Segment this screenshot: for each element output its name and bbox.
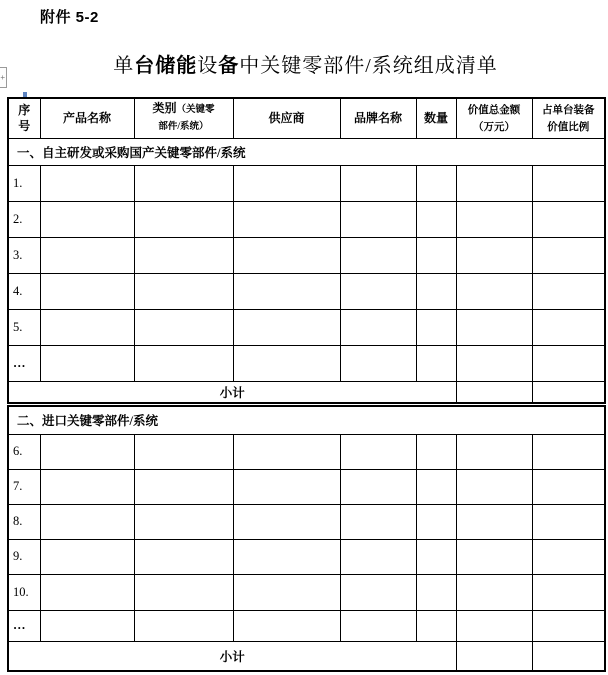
cell-brand[interactable] xyxy=(340,539,416,574)
cell-ratio[interactable] xyxy=(532,309,605,345)
cell-value[interactable] xyxy=(456,574,532,610)
table-row xyxy=(8,309,605,345)
page-title xyxy=(7,49,604,78)
table-row xyxy=(8,201,605,237)
title-segment-bold: 台储能 xyxy=(134,55,198,77)
attachment-label: 附件 5-2 xyxy=(40,9,99,26)
header-value-line1: 价值总金额 xyxy=(467,105,521,117)
cell-quantity[interactable] xyxy=(416,345,456,381)
cell-quantity[interactable] xyxy=(416,201,456,237)
header-value-line2: （万元） xyxy=(473,122,515,134)
header-ratio-line1: 占单台装备 xyxy=(542,105,595,117)
table-row xyxy=(8,610,605,641)
cell-brand[interactable] xyxy=(340,273,416,309)
row-number: 4. xyxy=(8,273,40,309)
cell-category[interactable] xyxy=(134,237,233,273)
header-ratio-line2: 价值比例 xyxy=(547,122,590,134)
cell-supplier[interactable] xyxy=(233,237,340,273)
table-row xyxy=(8,345,605,381)
cell-value[interactable] xyxy=(456,309,532,345)
header-category-sub1: （关键零 xyxy=(176,105,215,116)
cell-category[interactable] xyxy=(134,574,233,610)
cell-value[interactable] xyxy=(456,165,532,201)
cell-quantity[interactable] xyxy=(416,610,456,641)
header-brand: 品牌名称 xyxy=(340,98,416,138)
cell-value[interactable] xyxy=(456,345,532,381)
cell-subtotal-ratio[interactable] xyxy=(532,381,605,403)
header-seq-line2: 号 xyxy=(18,119,31,134)
row-number: 2. xyxy=(8,201,40,237)
cell-category[interactable] xyxy=(134,201,233,237)
cell-quantity[interactable] xyxy=(416,165,456,201)
plus-icon: + xyxy=(0,73,5,82)
section1-title: 一、自主研发或采购国产关键零部件/系统 xyxy=(8,138,605,165)
row-number-ellipsis: … xyxy=(8,610,40,641)
header-category-main: 类别 xyxy=(152,101,177,116)
cell-category[interactable] xyxy=(134,434,233,469)
cell-category[interactable] xyxy=(134,539,233,574)
subtotal-label: 小计 xyxy=(8,381,456,403)
subtotal-label: 小计 xyxy=(8,641,456,671)
cell-quantity[interactable] xyxy=(416,237,456,273)
cell-brand[interactable] xyxy=(340,165,416,201)
cell-product[interactable] xyxy=(40,345,134,381)
cell-brand[interactable] xyxy=(340,345,416,381)
cell-category[interactable] xyxy=(134,469,233,504)
section2-title: 二、进口关键零部件/系统 xyxy=(8,406,605,434)
cell-product[interactable] xyxy=(40,469,134,504)
row-number: 7. xyxy=(8,469,40,504)
cell-value[interactable] xyxy=(456,504,532,539)
cell-value[interactable] xyxy=(456,237,532,273)
cell-product[interactable] xyxy=(40,574,134,610)
header-product: 产品名称 xyxy=(40,98,134,138)
cell-value[interactable] xyxy=(456,469,532,504)
cell-category[interactable] xyxy=(134,165,233,201)
cell-supplier[interactable] xyxy=(233,201,340,237)
cell-supplier[interactable] xyxy=(233,309,340,345)
row-number: 6. xyxy=(8,434,40,469)
title-segment: 设 xyxy=(197,55,219,77)
title-segment: 单 xyxy=(113,55,135,77)
cell-brand[interactable] xyxy=(340,469,416,504)
cell-ratio[interactable] xyxy=(532,273,605,309)
cell-supplier[interactable] xyxy=(233,574,340,610)
cell-supplier[interactable] xyxy=(233,469,340,504)
header-seq xyxy=(8,98,40,138)
cell-ratio[interactable] xyxy=(532,345,605,381)
cell-value[interactable] xyxy=(456,434,532,469)
row-number: 1. xyxy=(8,165,40,201)
table-row xyxy=(8,165,605,201)
header-value xyxy=(456,98,532,138)
header-ratio xyxy=(532,98,605,138)
title-segment: 中关键零部件/系统组成清单 xyxy=(239,55,498,77)
cell-subtotal-value[interactable] xyxy=(456,381,532,403)
cell-value[interactable] xyxy=(456,539,532,574)
table-row xyxy=(8,237,605,273)
cell-quantity[interactable] xyxy=(416,504,456,539)
cell-ratio[interactable] xyxy=(532,165,605,201)
cell-brand[interactable] xyxy=(340,201,416,237)
cell-supplier[interactable] xyxy=(233,434,340,469)
cell-brand[interactable] xyxy=(340,237,416,273)
row-number: 8. xyxy=(8,504,40,539)
cell-product[interactable] xyxy=(40,201,134,237)
cell-category[interactable] xyxy=(134,309,233,345)
header-quantity: 数量 xyxy=(416,98,456,138)
cell-product[interactable] xyxy=(40,237,134,273)
cell-category[interactable] xyxy=(134,273,233,309)
table-row xyxy=(8,539,605,574)
cell-value[interactable] xyxy=(456,273,532,309)
cell-supplier[interactable] xyxy=(233,273,340,309)
cell-product[interactable] xyxy=(40,504,134,539)
section-row xyxy=(8,138,605,165)
table-row xyxy=(8,574,605,610)
cell-category[interactable] xyxy=(134,610,233,641)
cell-quantity[interactable] xyxy=(416,539,456,574)
row-number-ellipsis: … xyxy=(8,345,40,381)
cell-supplier[interactable] xyxy=(233,610,340,641)
cell-ratio[interactable] xyxy=(532,201,605,237)
table-handle-widget[interactable] xyxy=(0,67,7,88)
cell-category[interactable] xyxy=(134,504,233,539)
row-number: 9. xyxy=(8,539,40,574)
cell-ratio[interactable] xyxy=(532,237,605,273)
cell-supplier[interactable] xyxy=(233,165,340,201)
components-table-domestic xyxy=(7,97,606,404)
cell-product[interactable] xyxy=(40,165,134,201)
cell-supplier[interactable] xyxy=(233,504,340,539)
cell-brand[interactable] xyxy=(340,574,416,610)
cell-ratio[interactable] xyxy=(532,574,605,610)
header-category-sub2: 部件/系统） xyxy=(158,122,209,133)
cell-product[interactable] xyxy=(40,273,134,309)
header-seq-line1: 序 xyxy=(18,103,31,118)
cell-quantity[interactable] xyxy=(416,469,456,504)
components-table-imported xyxy=(7,405,606,672)
table-row xyxy=(8,469,605,504)
cell-quantity[interactable] xyxy=(416,574,456,610)
subtotal-row xyxy=(8,641,605,671)
cell-supplier[interactable] xyxy=(233,345,340,381)
header-supplier: 供应商 xyxy=(233,98,340,138)
cell-product[interactable] xyxy=(40,309,134,345)
cell-product[interactable] xyxy=(40,434,134,469)
cell-supplier[interactable] xyxy=(233,539,340,574)
row-number: 5. xyxy=(8,309,40,345)
cell-value[interactable] xyxy=(456,610,532,641)
cell-product[interactable] xyxy=(40,539,134,574)
cell-quantity[interactable] xyxy=(416,273,456,309)
cell-ratio[interactable] xyxy=(532,539,605,574)
row-number: 10. xyxy=(8,574,40,610)
cell-ratio[interactable] xyxy=(532,504,605,539)
cell-quantity[interactable] xyxy=(416,309,456,345)
header-row xyxy=(8,98,605,138)
header-category xyxy=(134,98,233,138)
cell-product[interactable] xyxy=(40,610,134,641)
section-row xyxy=(8,406,605,434)
table-row xyxy=(8,273,605,309)
cell-subtotal-ratio[interactable] xyxy=(532,641,605,671)
table-row xyxy=(8,434,605,469)
cell-ratio[interactable] xyxy=(532,469,605,504)
cell-ratio[interactable] xyxy=(532,610,605,641)
row-number: 3. xyxy=(8,237,40,273)
cell-brand[interactable] xyxy=(340,504,416,539)
cell-brand[interactable] xyxy=(340,309,416,345)
cell-ratio[interactable] xyxy=(532,434,605,469)
cell-value[interactable] xyxy=(456,201,532,237)
cell-quantity[interactable] xyxy=(416,434,456,469)
cell-subtotal-value[interactable] xyxy=(456,641,532,671)
table-row xyxy=(8,504,605,539)
title-segment-bold: 备 xyxy=(218,55,240,77)
subtotal-row xyxy=(8,381,605,403)
cell-category[interactable] xyxy=(134,345,233,381)
cell-brand[interactable] xyxy=(340,610,416,641)
cell-brand[interactable] xyxy=(340,434,416,469)
